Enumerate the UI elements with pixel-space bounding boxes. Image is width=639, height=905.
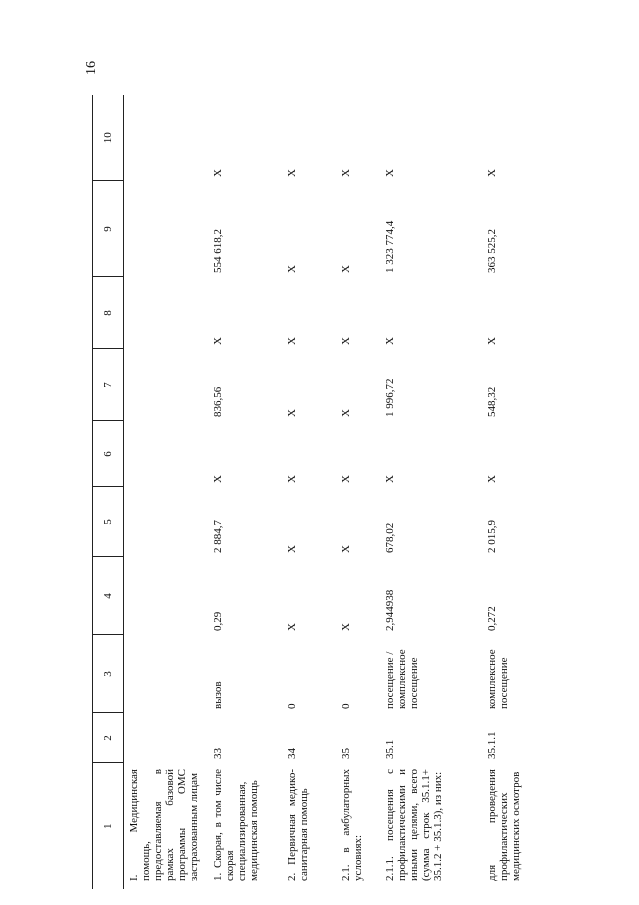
value-cell: Х (286, 169, 298, 177)
table-row (124, 95, 209, 889)
value-cell: Х (340, 409, 352, 417)
line-number: 33 (212, 748, 224, 759)
value-cell: 0,272 (486, 606, 498, 631)
column-header: 7 (93, 349, 124, 421)
value-cell: Х (212, 475, 224, 483)
value-cell (124, 349, 209, 421)
table-row (336, 95, 380, 889)
value-cell: 2,944938 (384, 589, 396, 631)
unit-cell: вызов (212, 681, 224, 709)
value-cell: 1 323 774,4 (384, 220, 396, 273)
value-cell: 363 525,2 (486, 229, 498, 273)
value-cell: Х (286, 409, 298, 417)
table-row (380, 95, 482, 889)
value-cell: 678,02 (384, 522, 396, 553)
line-number: 35 (340, 748, 352, 759)
page-number: 16 (84, 61, 99, 75)
column-header: 4 (93, 557, 124, 635)
value-cell: 1 996,72 (384, 378, 396, 417)
column-header: 2 (93, 713, 124, 763)
value-cell (124, 421, 209, 487)
column-header: 5 (93, 487, 124, 557)
table-row (282, 95, 336, 889)
row-name: I. Медицинская помощь, предоставляемая в рамках базовой программы ОМС застрахованным лицам (128, 769, 200, 881)
value-cell: 2 015,9 (486, 520, 498, 553)
value-cell: Х (486, 337, 498, 345)
data-table (92, 95, 542, 889)
row-name: для проведения профилактических медицинских осмотров (486, 769, 522, 881)
value-cell: Х (286, 545, 298, 553)
line-number: 35.1 (384, 739, 396, 759)
column-header: 10 (93, 95, 124, 181)
table-row (482, 95, 578, 889)
column-header: 1 (93, 763, 124, 889)
row-name: 2.1.1. посещения с профилактическими и иными целями, всего (сумма строк 35.1.1+ 35.1.2 + 35.1.3), из них: (384, 769, 444, 881)
value-cell: Х (340, 265, 352, 273)
column-header: 8 (93, 277, 124, 349)
column-header: 3 (93, 635, 124, 713)
value-cell: 836,56 (212, 386, 224, 417)
value-cell (124, 95, 209, 181)
column-header: 6 (93, 421, 124, 487)
value-cell: Х (212, 169, 224, 177)
unit-cell: комплексное посещение (486, 649, 510, 709)
line-number: 34 (286, 748, 298, 759)
value-cell: Х (384, 475, 396, 483)
value-cell: Х (486, 475, 498, 483)
unit-cell: 0 (340, 703, 352, 709)
value-cell: Х (286, 337, 298, 345)
value-cell: 548,32 (486, 386, 498, 417)
value-cell: Х (340, 169, 352, 177)
unit-cell (124, 635, 209, 713)
value-cell: 554 618,2 (212, 229, 224, 273)
table-row (208, 95, 282, 889)
line-number (124, 713, 209, 763)
value-cell: Х (384, 169, 396, 177)
value-cell (124, 181, 209, 277)
row-name: 2. Первичная медико-санитарная помощь (286, 769, 310, 881)
column-header: 9 (93, 181, 124, 277)
value-cell (124, 557, 209, 635)
unit-cell: 0 (286, 703, 298, 709)
value-cell: Х (340, 337, 352, 345)
value-cell (124, 277, 209, 349)
value-cell: 2 884,7 (212, 520, 224, 553)
value-cell: Х (384, 337, 396, 345)
value-cell: Х (286, 475, 298, 483)
value-cell: Х (340, 623, 352, 631)
value-cell: Х (286, 265, 298, 273)
value-cell: Х (286, 623, 298, 631)
row-name: 1. Скорая, в том числе скорая специализированная, медицинская помощь (212, 769, 260, 881)
value-cell: Х (340, 475, 352, 483)
value-cell: Х (212, 337, 224, 345)
line-number: 35.1.1 (486, 731, 498, 759)
table-header-row (93, 95, 124, 889)
unit-cell: посещение / комплексное посещение (384, 649, 420, 709)
value-cell: Х (340, 545, 352, 553)
value-cell: Х (486, 169, 498, 177)
value-cell (124, 487, 209, 557)
value-cell: 0,29 (212, 611, 224, 631)
row-name: 2.1. в амбулаторных условиях: (340, 769, 364, 881)
